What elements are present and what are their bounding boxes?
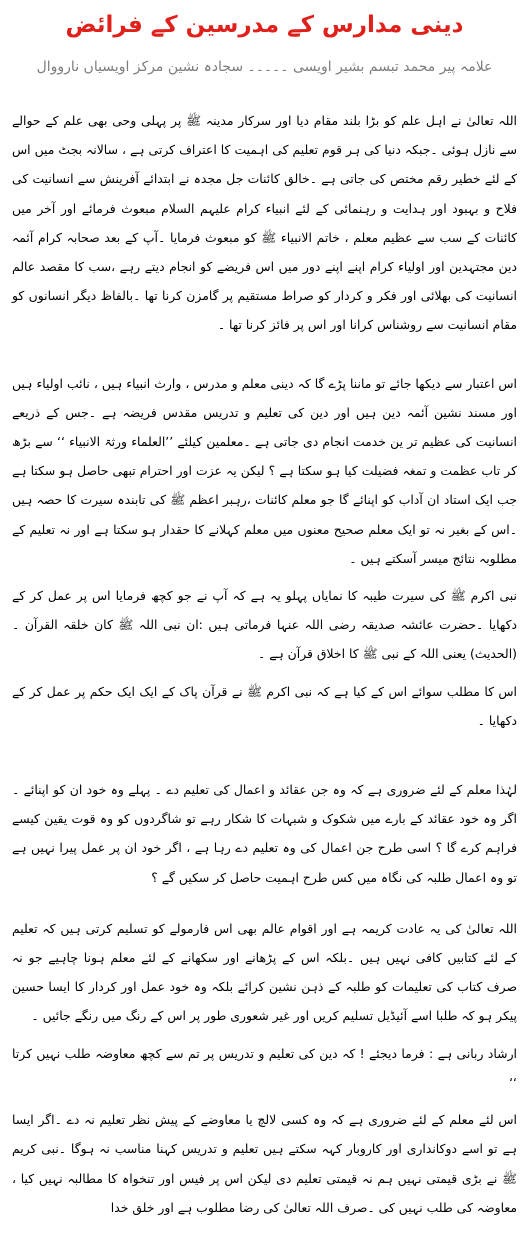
paragraph-6: اللہ تعالیٰ کی یہ عادت کریمہ ہے اور اقوام عالم بھی اس فارمولے کو تسلیم کرتی ہیں کہ تعلیم کے لئے کتابیں کافی نہیں ہیں ۔بلکہ اس کے پڑھانے اور سکھانے کے لئے معلم ہونا چاہیے جو نہ صرف کتاب کی تعلیمات کو طلبہ کے ذہن نشین کرائے بلکہ وہ خود عمل اور کردار کا ایسا حسین پیکر ہو کہ طلبا اسے آئیڈیل تسلیم کریں اور غیر شعوری طور پر اس کے رنگ میں رنگے جائیں ۔ <box>12 920 517 1024</box>
paragraph-8: اس لئے معلم کے لئے ضروری ہے کہ وہ کسی لالچ یا معاوضے کے پیش نظر تعلیم نہ دے ۔اگر ایسا ہے تو اسے دوکانداری اور کاروبار کہہ سکتے ہیں تعلیم و تدریس کہنا مناسب نہ ہوگا ۔نبی کریم ﷺ نے بڑی قیمتی نہیں ہم نہ قیمتی تعلیم دی لیکن اس پر فیس اور تنخواہ کا مطالبہ نہیں کیا ، معاوضہ کی طلب نہیں کی ۔صرف اللہ تعالیٰ کی رضا مطلوب ہے اور خلق خدا <box>12 1112 517 1215</box>
paragraph-3: نبی اکرم ﷺ کی سیرت طیبہ کا نمایاں پہلو یہ ہے کہ آپ نے جو کچھ فرمایا اس پر عمل کر کے دکھایا ۔حضرت عائشہ صدیقہ رضی اللہ عنہا فرماتی ہیں :ان نبی اللہ ﷺ کان خلقہ القرآن ۔(الحدیث) یعنی اللہ کے نبی ﷺ کا اخلاق قرآن ہے ۔ <box>12 588 517 662</box>
paragraph-2: اس اعتبار سے دیکھا جائے تو ماننا پڑے گا کہ دینی معلم و مدرس ، وارث انبیاء ہیں ، نائب اولیاء ہیں اور مسند نشین آئمہ دین ہیں اور دین کی تعلیم و تدریس مقدس فریضہ ہے ۔جس کے ذریعے انسانیت کی عظیم تر ین خدمت انجام دی جاتی ہے ۔معلمین کیلئے ’’العلماء ورثۃ الانبیاء ‘‘ سے بڑھ کر تاب عظمت و تمغہ فضیلت کیا ہو سکتا ہے ؟ لیکن یہ عزت اور احترام تبھی حاصل ہو سکتا ہے جب ایک استاد ان آداب کو اپنائے گا جو معلم کائنات ،رہبر اعظم ﷺ کی تابندہ سیرت کا حصہ ہیں ۔اس کے بغیر نہ تو ایک معلم صحیح معنوں میں معلم کہلانے کا حقدار ہو سکتا ہے اور نہ تعلیم کے مطلوبہ نتائج میسر آسکتے ہیں ۔ <box>12 375 517 566</box>
paragraph-5: لہٰذا معلم کے لئے ضروری ہے کہ وہ جن عقائد و اعمال کی تعلیم دے ۔ پہلے وہ خود ان کو اپنائے ۔اگر وہ خود عقائد کے بارے میں شکوک و شبہات کا شکار رہے تو شاگردوں کو وہ قوت یقین کیسے فراہم کرے گا ؟ اسی طرح جن اعمال کی وہ تعلیم دے رہا ہے ، اگر خود ان پر عمل پیرا نہیں ہے تو وہ اعمال طلبہ کی نگاہ میں کس طرح اہمیت حاصل کر سکیں گے ؟ <box>12 782 517 885</box>
article-title: دینی مدارس کے مدرسین کے فرائض <box>65 12 464 38</box>
article-byline: علامہ پیر محمد تبسم بشیر اویسی ۔۔۔۔۔ سجادہ نشین مرکز اویسیاں نارووال <box>36 59 493 75</box>
paragraph-4: اس کا مطلب سوائے اس کے کیا ہے کہ نبی اکرم ﷺ نے قرآن پاک کے ایک ایک حکم پر عمل کر کے دکھایا ۔ <box>12 683 517 728</box>
paragraph-1: اللہ تعالیٰ نے اہل علم کو بڑا بلند مقام دیا اور سرکار مدینہ ﷺ پر پہلی وحی بھی علم کے حوالے سے نازل ہوئی ۔جبکہ دنیا کی ہر قوم تعلیم کی اہمیت کا اعتراف کرتی ہے ، سالانہ بجٹ میں اس کے لئے خطیر رقم مختص کی جاتی ہے ۔خالق کائنات جل مجدہ نے ابتدائے آفرینش سے انسانیت کی فلاح و بہبود اور ہدایت و رہنمائی کے لئے انبیاء کرام علیہم السلام مبعوث فرمائے اور آخر میں کائنات کے سب سے عظیم معلم ، خاتم الانبیاء ﷺ کو مبعوث فرمایا ۔آپ کے بعد صحابہ کرام آئمہ دین مجتہدین اور اولیاء کرام اپنے اپنے دور میں اس فریضے کو انجام دیتے رہے ،سب کا مقصد عالم انسانیت کی بھلائی اور فکر و کردار کو صراط مستقیم پر گامزن کرنا تھا ۔بالفاظ دیگر انسانوں کو مقام انسانیت سے روشناس کرانا اور اس پر فائز کرنا تھا ۔ <box>12 113 517 333</box>
paragraph-7: ارشاد ربانی ہے : فرما دیجئے ! کہ دین کی تعلیم و تدریس پر تم سے کچھ معاوضہ طلب نہیں کرتا ‘‘ <box>12 1045 517 1090</box>
